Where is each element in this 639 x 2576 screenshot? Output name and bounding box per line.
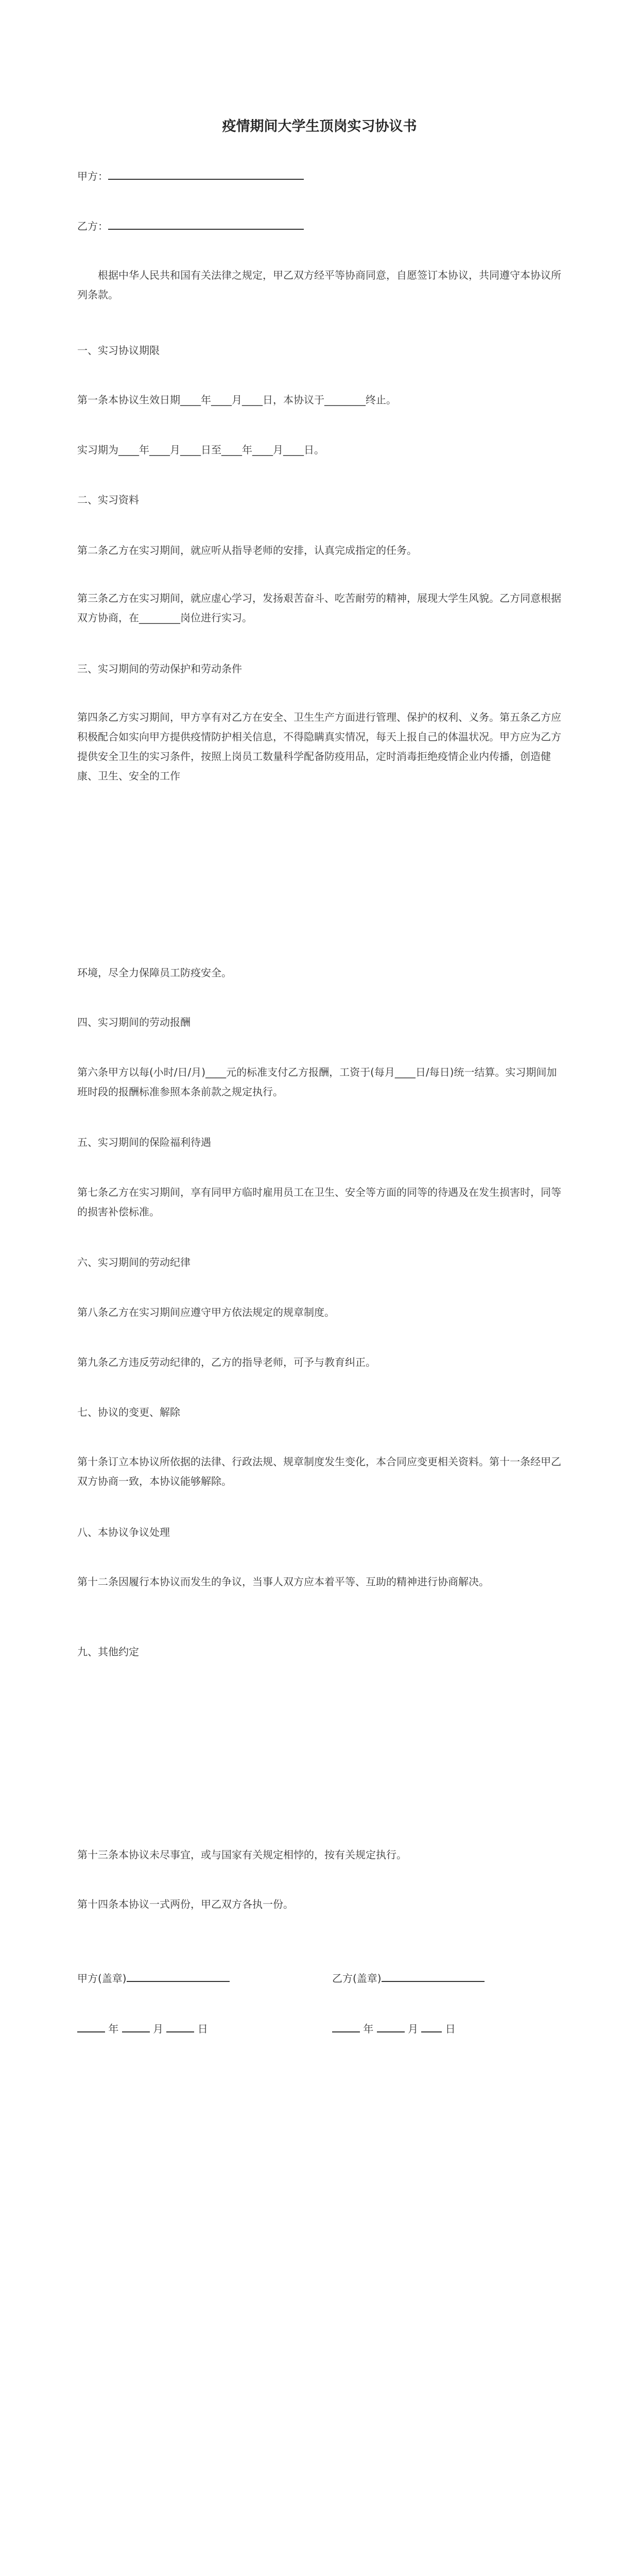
date-b-day-label: 日	[445, 2023, 456, 2035]
signature-party-a	[77, 1969, 230, 1988]
article-7: 第七条乙方在实习期间，享有同甲方临时雇用员工在卫生、安全等方面的同等的待遇及在发生损害时，同等的损害补偿标准。	[77, 1186, 561, 1218]
article-1-period: 实习期为____年____月____日至____年____月____日。	[77, 444, 324, 456]
date-a-day-blank	[166, 2020, 194, 2032]
section-5-heading: 五、实习期间的保险福利待遇	[77, 1136, 211, 1148]
section-4-heading: 四、实习期间的劳动报酬	[77, 1016, 191, 1028]
date-b-year-label: 年	[363, 2023, 374, 2035]
section-2-heading: 二、实习资料	[77, 494, 139, 506]
article-8: 第八条乙方在实习期间应遵守甲方依法规定的规章制度。	[77, 1306, 335, 1318]
sign-a-label: 甲方(盖章)	[77, 1972, 127, 1985]
article-9: 第九条乙方违反劳动纪律的，乙方的指导老师，可予与教育纠正。	[77, 1356, 376, 1368]
article-4-part-1: 第四条乙方实习期间，甲方享有对乙方在安全、卫生生产方面进行管理、保护的权利、义务。第五条乙方应积极配合如实向甲方提供疫情防护相关信息，不得隐瞒真实情况，每天上报自己的体温状况。甲方应为乙方提供安全卫生的实习条件，按照上岗员工数量科学配备防疫用品，定时消毒拒绝疫情企业内传播，创造健康、卫生、安全的工作	[77, 711, 561, 782]
date-a-year-blank	[77, 2020, 105, 2032]
page-title: 疫情期间大学生顶岗实习协议书	[222, 118, 417, 134]
party-b-label: 乙方：	[77, 220, 108, 232]
sign-b-label: 乙方(盖章)	[332, 1972, 382, 1985]
sign-b-blank	[382, 1970, 485, 1982]
article-4-part-2: 环境，尽全力保障员工防疫安全。	[77, 967, 232, 979]
preamble-paragraph: 根据中华人民共和国有关法律之规定，甲乙双方经平等协商同意，自愿签订本协议，共同遵守本协议所列条款。	[77, 269, 561, 301]
section-1-heading: 一、实习协议期限	[77, 344, 160, 357]
party-a-label: 甲方：	[77, 170, 108, 182]
section-8-heading: 八、本协议争议处理	[77, 1526, 170, 1538]
article-12: 第十二条因履行本协议而发生的争议，当事人双方应本着平等、互助的精神进行协商解决。	[77, 1575, 489, 1588]
sign-a-blank	[127, 1970, 230, 1982]
date-a-month-blank	[122, 2020, 150, 2032]
party-a-line	[77, 166, 561, 186]
date-b-month-label: 月	[408, 2023, 419, 2035]
signature-party-b	[332, 1969, 485, 1988]
date-party-a	[77, 2019, 208, 2039]
article-6: 第六条甲方以每(小时/日/月)____元的标准支付乙方报酬，工资于(每月____日/每日)统一结算。实习期间加班时段的报酬标准参照本条前款之规定执行。	[77, 1066, 557, 1098]
article-2: 第二条乙方在实习期间，就应听从指导老师的安排，认真完成指定的任务。	[77, 544, 417, 556]
date-b-day-blank	[421, 2020, 442, 2032]
article-13: 第十三条本协议未尽事宜，或与国家有关规定相悖的，按有关规定执行。	[77, 1849, 407, 1861]
date-party-b	[332, 2019, 456, 2039]
section-9-heading: 九、其他约定	[77, 1646, 139, 1658]
date-a-year-label: 年	[108, 2023, 119, 2035]
article-14: 第十四条本协议一式两份，甲乙双方各执一份。	[77, 1898, 293, 1910]
date-a-day-label: 日	[197, 2023, 208, 2035]
party-a-blank	[108, 167, 304, 180]
date-b-month-blank	[377, 2020, 405, 2032]
article-1: 第一条本协议生效日期____年____月____日，本协议于________终止。	[77, 394, 396, 406]
section-3-heading: 三、实习期间的劳动保护和劳动条件	[77, 663, 242, 675]
date-a-month-label: 月	[153, 2023, 164, 2035]
section-7-heading: 七、协议的变更、解除	[77, 1406, 180, 1418]
party-b-blank	[108, 217, 304, 230]
party-b-line	[77, 216, 561, 236]
article-3: 第三条乙方在实习期间，就应虚心学习，发扬艰苦奋斗、吃苦耐劳的精神，展现大学生风貌。乙方同意根据双方协商，在________岗位进行实习。	[77, 592, 561, 624]
article-10: 第十条订立本协议所依据的法律、行政法规、规章制度发生变化，本合同应变更相关资料。第十一条经甲乙双方协商一致，本协议能够解除。	[77, 1455, 561, 1487]
section-6-heading: 六、实习期间的劳动纪律	[77, 1256, 191, 1268]
date-b-year-blank	[332, 2020, 360, 2032]
